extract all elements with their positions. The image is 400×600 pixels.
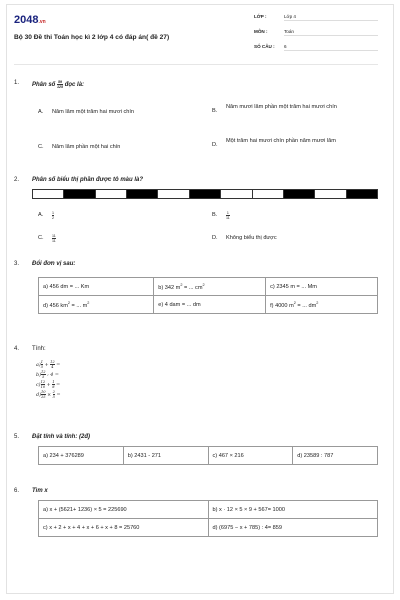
unshaded-segment [253, 190, 284, 198]
option-letter: A. [38, 212, 44, 218]
option-letter: D. [212, 142, 218, 148]
option-c[interactable] [38, 234, 138, 244]
table-cell: a) x + (5621+ 1236) × 5 = 225690 [39, 501, 209, 519]
question-4 [14, 346, 378, 416]
table-cell [266, 296, 378, 314]
find-x-table [38, 500, 378, 537]
logo-text: 2048 [14, 14, 39, 26]
numerator: 11 [52, 234, 56, 238]
line-label: a) [36, 363, 41, 368]
fraction [52, 211, 54, 220]
cell-text: = ... dm [295, 302, 317, 309]
numerator: 1 [40, 360, 44, 364]
meta-label: SỐ CÂU : [254, 44, 275, 49]
option-a[interactable] [38, 108, 208, 118]
denominator: 25 [40, 395, 46, 399]
table-row [39, 519, 378, 537]
fraction [53, 390, 55, 399]
option-text: Năm mươi lăm phần một trăm hai mươi chín [226, 104, 337, 110]
question-text-end: đọc là: [64, 82, 85, 89]
table-row [39, 296, 378, 314]
option-letter: C. [38, 144, 44, 150]
fraction [226, 211, 230, 220]
question-2 [14, 177, 378, 247]
question-text: Phân số biểu thị phần được tô màu là? [32, 177, 143, 183]
table-cell [266, 278, 378, 296]
numerator: 1 [52, 380, 55, 384]
unshaded-segment [33, 190, 64, 198]
table-cell [39, 278, 154, 296]
calc-line [36, 390, 60, 401]
unshaded-segment [315, 190, 346, 198]
unshaded-segment [158, 190, 189, 198]
question-text-start: Phân số [32, 82, 56, 89]
option-a[interactable] [38, 211, 138, 221]
operator: + [44, 363, 49, 368]
cell-text: f) 4000 m [270, 302, 294, 309]
fraction [57, 80, 63, 89]
fraction [52, 380, 54, 389]
numerator: 12 [40, 370, 46, 374]
option-letter: D. [212, 235, 218, 241]
equals: = [54, 373, 59, 378]
operand: 4 [50, 373, 54, 378]
question-number: 6. [14, 488, 20, 494]
numerator: 59 [58, 80, 63, 84]
question-text: Tìm x [32, 488, 48, 494]
option-text [52, 211, 54, 220]
question-6 [14, 488, 378, 548]
cell-text: c) 2345 m = ... Mm [270, 283, 317, 290]
meta-label: MÔN : [254, 29, 268, 34]
unit-conversion-table [38, 277, 378, 314]
table-cell: c) 467 × 216 [208, 447, 293, 465]
denominator: 8 [52, 385, 55, 389]
cell-text: = ... cm [182, 284, 203, 291]
meta-subject [254, 29, 378, 39]
shaded-segment [284, 190, 315, 198]
numerator: 1 [226, 211, 229, 215]
fraction [50, 360, 55, 369]
numerator: 2 [52, 390, 55, 394]
denominator: 2 [52, 216, 54, 220]
table-cell: d) (6975 − x + 785) : 4= 859 [208, 519, 378, 537]
table-row [39, 447, 378, 465]
denominator: 10 [40, 385, 46, 389]
header-divider [14, 64, 378, 65]
shaded-fraction-bar [32, 189, 378, 199]
document-title: Bộ 30 Đề thi Toán học kì 2 lớp 4 có đáp án( đề 27) [14, 34, 170, 41]
question-number: 5. [14, 434, 20, 440]
fraction [41, 390, 46, 399]
numerator: 12 [40, 380, 46, 384]
superscript: 2 [293, 300, 296, 305]
fraction [52, 234, 56, 243]
question-text: Tính: [32, 346, 46, 352]
fraction [41, 370, 46, 379]
cell-text: d) 456 km [43, 302, 68, 309]
header [14, 10, 378, 60]
option-text [226, 211, 230, 220]
denominator: 11 [226, 216, 230, 220]
question-number: 2. [14, 177, 20, 183]
equals: = [56, 383, 61, 388]
table-row [39, 278, 378, 296]
meta-count [254, 44, 378, 54]
table-cell: a) 234 + 376289 [39, 447, 124, 465]
fraction [41, 360, 43, 369]
question-text: Đặt tính và tính: (2đ) [32, 434, 90, 440]
option-text: Một trăm hai mươi chín phần năm mươi lăm [226, 138, 336, 144]
option-b[interactable] [212, 211, 312, 221]
equals: = [56, 363, 61, 368]
meta-value: Toán [284, 29, 378, 36]
denominator: 11 [52, 239, 56, 243]
calculation-table [38, 446, 378, 465]
numerator: 1 [52, 211, 54, 215]
option-d[interactable] [212, 137, 378, 155]
logo-suffix: .vn [38, 19, 46, 25]
question-text [32, 80, 84, 89]
operator: + [46, 383, 51, 388]
denominator: 125 [57, 85, 64, 89]
line-label: d) [36, 393, 41, 398]
superscript: 2 [180, 282, 183, 287]
shaded-segment [347, 190, 377, 198]
question-number: 4. [14, 346, 20, 352]
superscript: 2 [316, 300, 319, 305]
question-number: 3. [14, 261, 20, 267]
cell-text: = ... m [70, 302, 88, 309]
cell-text: b) 342 m [158, 284, 181, 291]
operator: : [47, 373, 49, 378]
question-1 [14, 80, 378, 160]
superscript: 2 [67, 300, 70, 305]
option-text: Năm lăm phần một hai chín [52, 144, 121, 150]
table-cell: c) x + 2 + x + 4 + x + 6 + x + 8 = 25760 [39, 519, 209, 537]
denominator: 5 [52, 395, 55, 399]
denominator: 5 [40, 365, 44, 369]
unshaded-segment [96, 190, 127, 198]
question-3 [14, 261, 378, 331]
table-cell [154, 296, 266, 314]
option-letter: C. [38, 235, 44, 241]
site-logo[interactable] [14, 14, 46, 26]
option-d[interactable] [212, 234, 362, 244]
denominator: 4 [51, 365, 54, 369]
line-label: c) [36, 383, 41, 388]
option-text: Không biểu thị được [226, 235, 277, 241]
meta-class [254, 14, 378, 24]
option-letter: A. [38, 109, 44, 115]
cell-text: e) 4 dam = ... dm [158, 301, 201, 308]
meta-label: LỚP : [254, 14, 267, 19]
option-b[interactable] [212, 103, 378, 121]
question-text: Đổi đơn vị sau: [32, 261, 76, 267]
superscript: 2 [87, 300, 90, 305]
table-cell: d) 23589 : 787 [293, 447, 378, 465]
question-number: 1. [14, 80, 20, 86]
line-label: b) [36, 373, 41, 378]
operator: × [47, 393, 52, 398]
shaded-segment [64, 190, 95, 198]
option-c[interactable] [38, 143, 208, 153]
cell-text: a) 456 dm = ... Km [43, 283, 90, 290]
meta-value: Lớp 4 [284, 14, 378, 21]
numerator: 12 [50, 360, 55, 364]
fraction [41, 380, 46, 389]
table-cell: b) 2431 - 271 [123, 447, 208, 465]
table-cell [154, 278, 266, 296]
numerator: 10 [40, 390, 46, 394]
superscript: 2 [202, 282, 205, 287]
option-text: Năm lăm một trăm hai mươi chín [52, 109, 135, 115]
shaded-segment [127, 190, 158, 198]
question-5 [14, 434, 378, 474]
option-letter: B. [212, 108, 218, 114]
option-text [52, 234, 56, 243]
option-letter: B. [212, 212, 218, 218]
table-row [39, 501, 378, 519]
meta-value: 6 [284, 44, 378, 51]
denominator: 5 [42, 375, 45, 379]
unshaded-segment [221, 190, 252, 198]
table-cell: b) x · 12 × 5 × 9 + 567= 1000 [208, 501, 378, 519]
table-cell [39, 296, 154, 314]
equals: = [56, 393, 61, 398]
shaded-segment [190, 190, 221, 198]
